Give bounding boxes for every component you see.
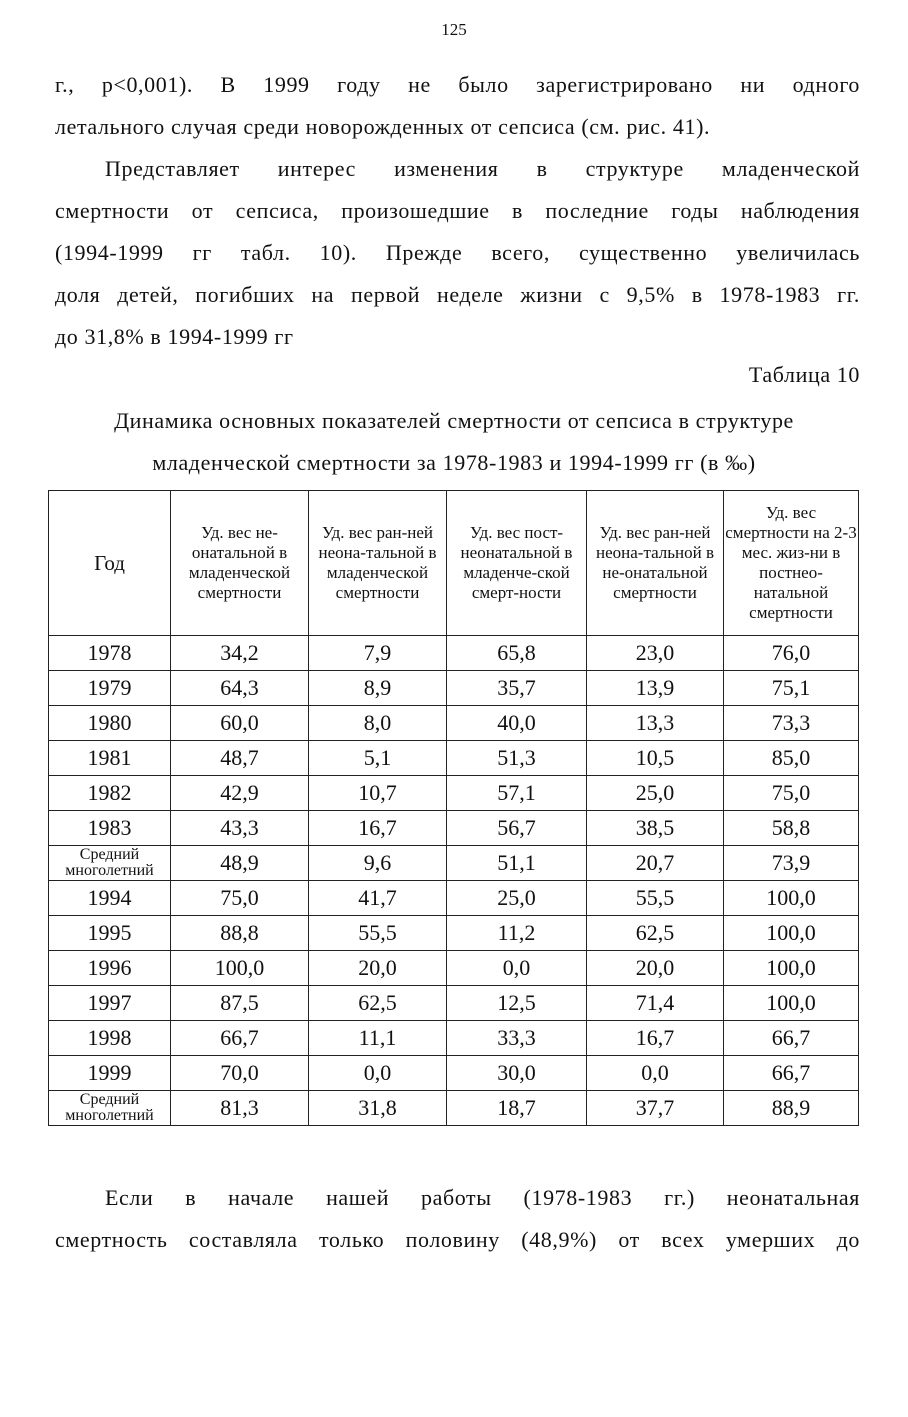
value-cell: 85,0 — [724, 741, 859, 776]
value-cell: 0,0 — [447, 951, 587, 986]
header-year: Год — [49, 491, 171, 636]
value-cell: 75,0 — [171, 881, 309, 916]
year-cell: Средний многолетний — [49, 846, 171, 881]
value-cell: 34,2 — [171, 636, 309, 671]
value-cell: 55,5 — [587, 881, 724, 916]
paragraph-continuation — [55, 64, 860, 148]
table-header-row — [49, 491, 859, 636]
value-cell: 87,5 — [171, 986, 309, 1021]
value-cell: 20,0 — [309, 951, 447, 986]
year-cell: 1979 — [49, 671, 171, 706]
value-cell: 38,5 — [587, 811, 724, 846]
year-cell: 1994 — [49, 881, 171, 916]
table-caption-line: младенческой смертности за 1978-1983 и 1994-1999 гг (в ‰) — [152, 450, 756, 475]
table-row — [49, 706, 859, 741]
value-cell: 13,3 — [587, 706, 724, 741]
value-cell: 57,1 — [447, 776, 587, 811]
text-line: г., р<0,001). В 1999 году не было зарегистрировано ни одного — [55, 72, 860, 97]
value-cell: 12,5 — [447, 986, 587, 1021]
table-row — [49, 1021, 859, 1056]
year-cell: 1981 — [49, 741, 171, 776]
table-row — [49, 986, 859, 1021]
value-cell: 37,7 — [587, 1091, 724, 1126]
value-cell: 41,7 — [309, 881, 447, 916]
value-cell: 100,0 — [171, 951, 309, 986]
value-cell: 18,7 — [447, 1091, 587, 1126]
year-cell: 1998 — [49, 1021, 171, 1056]
value-cell: 65,8 — [447, 636, 587, 671]
value-cell: 43,3 — [171, 811, 309, 846]
value-cell: 58,8 — [724, 811, 859, 846]
value-cell: 76,0 — [724, 636, 859, 671]
value-cell: 51,3 — [447, 741, 587, 776]
value-cell: 62,5 — [587, 916, 724, 951]
table-caption-line: Динамика основных показателей смертности от сепсиса в структуре — [114, 408, 794, 433]
value-cell: 60,0 — [171, 706, 309, 741]
text-line: доля детей, погибших на первой неделе жизни с 9,5% в 1978-1983 гг. — [55, 282, 860, 307]
sepsis-mortality-table — [48, 490, 859, 1126]
value-cell: 75,1 — [724, 671, 859, 706]
page-number: 125 — [441, 20, 467, 39]
value-cell: 5,1 — [309, 741, 447, 776]
value-cell: 81,3 — [171, 1091, 309, 1126]
value-cell: 100,0 — [724, 916, 859, 951]
value-cell: 7,9 — [309, 636, 447, 671]
value-cell: 66,7 — [724, 1056, 859, 1091]
value-cell: 42,9 — [171, 776, 309, 811]
text-line: до 31,8% в 1994-1999 гг — [55, 324, 294, 349]
text-line: Если в начале нашей работы (1978-1983 гг.) неонатальная — [105, 1185, 860, 1210]
table-row — [49, 636, 859, 671]
value-cell: 10,7 — [309, 776, 447, 811]
value-cell: 33,3 — [447, 1021, 587, 1056]
text-line: летального случая среди новорожденных от сепсиса (см. рис. 41). — [55, 114, 711, 139]
header-postneonatal-share: Уд. вес пост-неонатальной в младенче-ской смерт-ности — [447, 491, 587, 636]
header-neonatal-share: Уд. вес не-онатальной в младенческой смертности — [171, 491, 309, 636]
table-row — [49, 811, 859, 846]
text-line: смертность составляла только половину (48,9%) от всех умерших до — [55, 1227, 860, 1252]
value-cell: 75,0 — [724, 776, 859, 811]
value-cell: 64,3 — [171, 671, 309, 706]
value-cell: 48,9 — [171, 846, 309, 881]
year-cell: 1980 — [49, 706, 171, 741]
value-cell: 11,1 — [309, 1021, 447, 1056]
table-row — [49, 776, 859, 811]
value-cell: 0,0 — [309, 1056, 447, 1091]
text-line: смертности от сепсиса, произошедшие в последние годы наблюдения — [55, 198, 860, 223]
value-cell: 13,9 — [587, 671, 724, 706]
value-cell: 48,7 — [171, 741, 309, 776]
value-cell: 55,5 — [309, 916, 447, 951]
value-cell: 35,7 — [447, 671, 587, 706]
table-row — [49, 1056, 859, 1091]
year-cell: Средний многолетний — [49, 1091, 171, 1126]
value-cell: 30,0 — [447, 1056, 587, 1091]
year-cell: 1999 — [49, 1056, 171, 1091]
table-label: Таблица 10 — [748, 362, 860, 387]
value-cell: 31,8 — [309, 1091, 447, 1126]
value-cell: 62,5 — [309, 986, 447, 1021]
value-cell: 16,7 — [587, 1021, 724, 1056]
value-cell: 66,7 — [724, 1021, 859, 1056]
table-row — [49, 671, 859, 706]
text-line: (1994-1999 гг табл. 10). Прежде всего, существенно увеличилась — [55, 240, 860, 265]
value-cell: 73,9 — [724, 846, 859, 881]
value-cell: 20,7 — [587, 846, 724, 881]
header-2-3-months-share: Уд. вес смертности на 2-3 мес. жиз-ни в постнео-натальной смертности — [724, 491, 859, 636]
header-early-neonatal-share: Уд. вес ран-ней неона-тальной в младенческой смертности — [309, 491, 447, 636]
table-row — [49, 916, 859, 951]
value-cell: 73,3 — [724, 706, 859, 741]
value-cell: 0,0 — [587, 1056, 724, 1091]
year-cell: 1995 — [49, 916, 171, 951]
year-cell: 1982 — [49, 776, 171, 811]
value-cell: 70,0 — [171, 1056, 309, 1091]
value-cell: 88,9 — [724, 1091, 859, 1126]
table-row — [49, 881, 859, 916]
value-cell: 56,7 — [447, 811, 587, 846]
value-cell: 8,9 — [309, 671, 447, 706]
value-cell: 40,0 — [447, 706, 587, 741]
value-cell: 25,0 — [447, 881, 587, 916]
value-cell: 11,2 — [447, 916, 587, 951]
year-cell: 1978 — [49, 636, 171, 671]
table-row — [49, 846, 859, 881]
paragraph-conclusion — [55, 1177, 860, 1261]
value-cell: 10,5 — [587, 741, 724, 776]
table-row — [49, 951, 859, 986]
value-cell: 25,0 — [587, 776, 724, 811]
value-cell: 100,0 — [724, 951, 859, 986]
table-caption — [40, 400, 868, 484]
value-cell: 51,1 — [447, 846, 587, 881]
header-early-in-neonatal-share: Уд. вес ран-ней неона-тальной в не-онатальной смертности — [587, 491, 724, 636]
value-cell: 20,0 — [587, 951, 724, 986]
value-cell: 100,0 — [724, 986, 859, 1021]
text-line: Представляет интерес изменения в структуре младенческой — [105, 156, 860, 181]
value-cell: 88,8 — [171, 916, 309, 951]
value-cell: 16,7 — [309, 811, 447, 846]
value-cell: 9,6 — [309, 846, 447, 881]
year-cell: 1996 — [49, 951, 171, 986]
paragraph-structure-changes — [55, 148, 860, 358]
year-cell: 1997 — [49, 986, 171, 1021]
value-cell: 8,0 — [309, 706, 447, 741]
value-cell: 23,0 — [587, 636, 724, 671]
value-cell: 71,4 — [587, 986, 724, 1021]
year-cell: 1983 — [49, 811, 171, 846]
value-cell: 66,7 — [171, 1021, 309, 1056]
value-cell: 100,0 — [724, 881, 859, 916]
table-row — [49, 741, 859, 776]
table-row — [49, 1091, 859, 1126]
